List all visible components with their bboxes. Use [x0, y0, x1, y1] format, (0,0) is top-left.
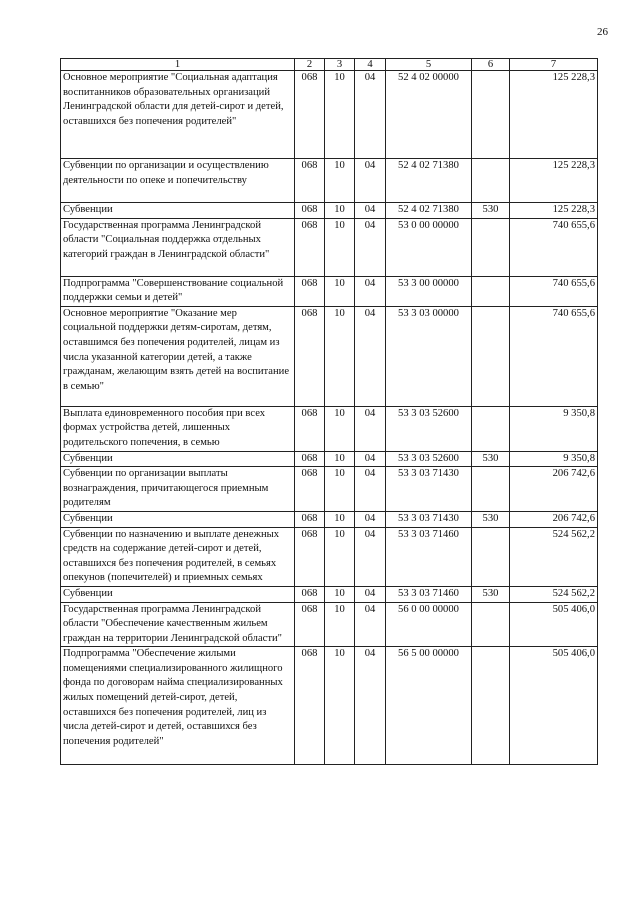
column-header: 5 — [386, 59, 472, 71]
row-code-4: 04 — [355, 451, 386, 467]
table-row — [61, 467, 598, 512]
row-code-6: 530 — [472, 511, 510, 527]
row-code-6 — [472, 602, 510, 647]
row-code-5: 53 3 03 00000 — [386, 306, 472, 406]
row-code-3: 10 — [325, 159, 355, 203]
row-code-5: 52 4 02 71380 — [386, 159, 472, 203]
row-code-6 — [472, 527, 510, 586]
row-name: Подпрограмма "Обеспечение жилыми помещениями специализированного жилищного фонда по договорам найма специализированных жилых помещений детей-сирот, детей, оставшихся без попечения родителей, лиц из числа детей-сирот и детей, оставшихся без попечения родителей" — [61, 647, 295, 765]
table-row — [61, 159, 598, 203]
row-name: Субвенции по организации и осуществлению деятельности по опеке и попечительству — [61, 159, 295, 203]
row-code-4: 04 — [355, 406, 386, 451]
row-amount: 740 655,6 — [510, 218, 598, 276]
row-amount: 206 742,6 — [510, 467, 598, 512]
row-code-3: 10 — [325, 276, 355, 306]
row-amount: 740 655,6 — [510, 276, 598, 306]
row-code-4: 04 — [355, 218, 386, 276]
row-amount: 125 228,3 — [510, 71, 598, 159]
row-code-2: 068 — [295, 602, 325, 647]
row-amount: 740 655,6 — [510, 306, 598, 406]
row-code-3: 10 — [325, 602, 355, 647]
row-code-5: 52 4 02 71380 — [386, 203, 472, 219]
row-amount: 505 406,0 — [510, 602, 598, 647]
row-name: Основное мероприятие "Оказание мер социальной поддержки детям-сиротам, детям, оставшимся без попечения родителей, лицам из числа указанной категории детей, а также гражданам, желающим взять детей на воспитание в семью" — [61, 306, 295, 406]
row-amount: 9 350,8 — [510, 406, 598, 451]
table-row — [61, 406, 598, 451]
row-code-4: 04 — [355, 602, 386, 647]
row-code-3: 10 — [325, 511, 355, 527]
row-name: Государственная программа Ленинградской области "Обеспечение качественным жильем граждан на территории Ленинградской области" — [61, 602, 295, 647]
row-code-2: 068 — [295, 203, 325, 219]
row-code-4: 04 — [355, 527, 386, 586]
row-name: Субвенции — [61, 203, 295, 219]
row-code-3: 10 — [325, 306, 355, 406]
row-code-2: 068 — [295, 511, 325, 527]
row-name: Государственная программа Ленинградской области "Социальная поддержка отдельных категорий граждан в Ленинградской области" — [61, 218, 295, 276]
row-code-3: 10 — [325, 218, 355, 276]
row-code-6 — [472, 276, 510, 306]
table-row — [61, 276, 598, 306]
row-code-6 — [472, 159, 510, 203]
row-code-3: 10 — [325, 647, 355, 765]
row-code-4: 04 — [355, 467, 386, 512]
table-row — [61, 527, 598, 586]
row-code-5: 53 3 00 00000 — [386, 276, 472, 306]
row-code-5: 52 4 02 00000 — [386, 71, 472, 159]
row-code-5: 53 3 03 52600 — [386, 451, 472, 467]
row-code-6 — [472, 71, 510, 159]
row-code-6: 530 — [472, 451, 510, 467]
row-code-2: 068 — [295, 276, 325, 306]
table-row — [61, 71, 598, 159]
row-code-6 — [472, 406, 510, 451]
row-code-3: 10 — [325, 451, 355, 467]
table-row — [61, 586, 598, 602]
row-code-4: 04 — [355, 306, 386, 406]
row-code-2: 068 — [295, 159, 325, 203]
table-row — [61, 451, 598, 467]
column-header: 3 — [325, 59, 355, 71]
table-row — [61, 511, 598, 527]
row-code-6 — [472, 647, 510, 765]
row-code-5: 56 5 00 00000 — [386, 647, 472, 765]
column-header: 1 — [61, 59, 295, 71]
row-amount: 9 350,8 — [510, 451, 598, 467]
column-header: 4 — [355, 59, 386, 71]
row-code-2: 068 — [295, 406, 325, 451]
table-row — [61, 218, 598, 276]
column-header: 2 — [295, 59, 325, 71]
row-code-2: 068 — [295, 586, 325, 602]
row-amount: 505 406,0 — [510, 647, 598, 765]
row-code-3: 10 — [325, 406, 355, 451]
row-name: Основное мероприятие "Социальная адаптация воспитанников образовательных организаций Ленинградской области для детей-сирот и детей, оставшихся без попечения родителей" — [61, 71, 295, 159]
row-amount: 125 228,3 — [510, 203, 598, 219]
row-code-2: 068 — [295, 527, 325, 586]
row-name: Субвенции по назначению и выплате денежных средств на содержание детей-сирот и детей, оставшихся без попечения родителей, в семьях опекунов (попечителей) и приемных семьях — [61, 527, 295, 586]
row-code-3: 10 — [325, 467, 355, 512]
page-number: 26 — [597, 26, 608, 38]
row-amount: 125 228,3 — [510, 159, 598, 203]
row-code-2: 068 — [295, 467, 325, 512]
row-name: Подпрограмма "Совершенствование социальной поддержки семьи и детей" — [61, 276, 295, 306]
column-header: 6 — [472, 59, 510, 71]
row-code-6 — [472, 306, 510, 406]
row-name: Выплата единовременного пособия при всех формах устройства детей, лишенных родительского попечения, в семью — [61, 406, 295, 451]
row-code-4: 04 — [355, 276, 386, 306]
row-amount: 206 742,6 — [510, 511, 598, 527]
row-name: Субвенции — [61, 511, 295, 527]
row-code-4: 04 — [355, 159, 386, 203]
row-code-4: 04 — [355, 647, 386, 765]
row-code-3: 10 — [325, 71, 355, 159]
table-row — [61, 647, 598, 765]
row-amount: 524 562,2 — [510, 527, 598, 586]
row-code-5: 53 3 03 71460 — [386, 586, 472, 602]
row-code-2: 068 — [295, 647, 325, 765]
table-header-row — [61, 59, 598, 71]
row-code-6 — [472, 467, 510, 512]
row-code-3: 10 — [325, 203, 355, 219]
row-code-2: 068 — [295, 451, 325, 467]
row-code-4: 04 — [355, 71, 386, 159]
row-code-5: 53 3 03 71430 — [386, 467, 472, 512]
row-name: Субвенции — [61, 586, 295, 602]
table-row — [61, 306, 598, 406]
row-code-2: 068 — [295, 306, 325, 406]
row-amount: 524 562,2 — [510, 586, 598, 602]
row-code-4: 04 — [355, 511, 386, 527]
row-code-2: 068 — [295, 71, 325, 159]
row-name: Субвенции — [61, 451, 295, 467]
row-name: Субвенции по организации выплаты вознаграждения, причитающегося приемным родителям — [61, 467, 295, 512]
row-code-6: 530 — [472, 203, 510, 219]
row-code-5: 53 3 03 71430 — [386, 511, 472, 527]
row-code-5: 53 3 03 71460 — [386, 527, 472, 586]
table-row — [61, 203, 598, 219]
row-code-2: 068 — [295, 218, 325, 276]
row-code-5: 53 3 03 52600 — [386, 406, 472, 451]
row-code-3: 10 — [325, 527, 355, 586]
table-row — [61, 602, 598, 647]
row-code-6 — [472, 218, 510, 276]
row-code-4: 04 — [355, 203, 386, 219]
row-code-6: 530 — [472, 586, 510, 602]
budget-table — [60, 58, 598, 765]
row-code-5: 56 0 00 00000 — [386, 602, 472, 647]
row-code-5: 53 0 00 00000 — [386, 218, 472, 276]
column-header: 7 — [510, 59, 598, 71]
row-code-3: 10 — [325, 586, 355, 602]
row-code-4: 04 — [355, 586, 386, 602]
